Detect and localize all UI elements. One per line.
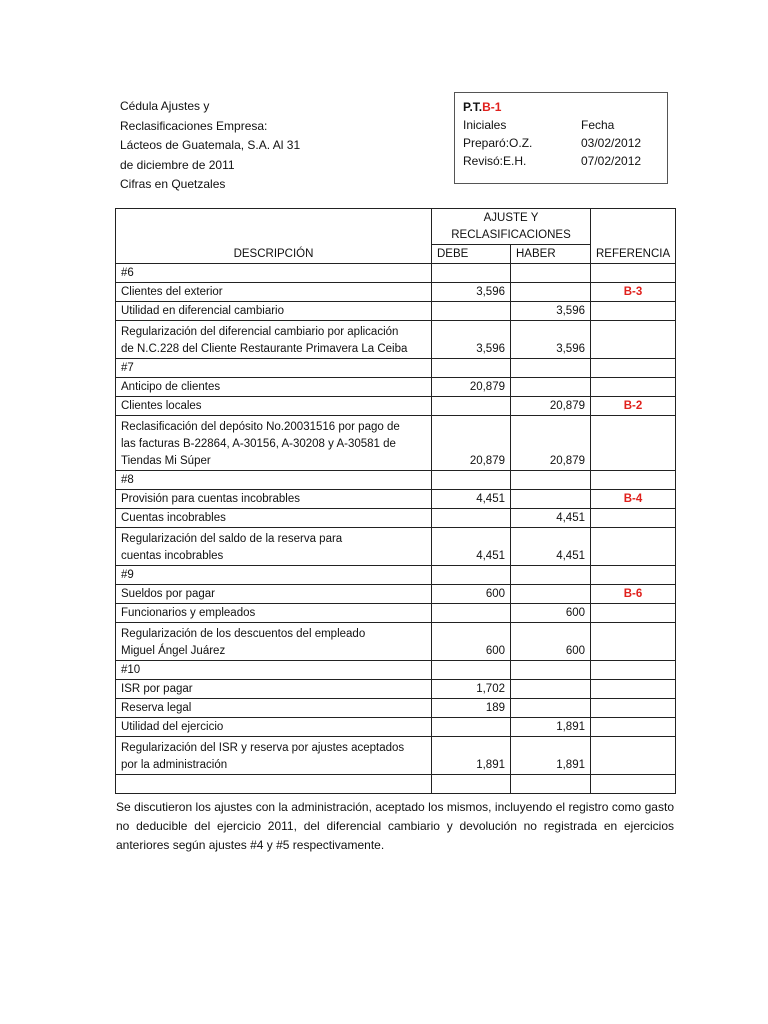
table-row xyxy=(116,699,676,718)
row-haber xyxy=(511,490,591,509)
description-line: Regularización del diferencial cambiario por aplicación xyxy=(121,326,399,338)
row-description xyxy=(116,509,432,528)
row-debe xyxy=(432,397,511,416)
row-ref: B-2 xyxy=(591,397,676,416)
description-line: Regularización del ISR y reserva por ajustes aceptados xyxy=(121,742,405,754)
row-ref xyxy=(591,509,676,528)
row-ref: B-6 xyxy=(591,585,676,604)
table-row xyxy=(116,775,676,794)
preparo: Preparó:O.Z. xyxy=(463,136,533,150)
row-ref xyxy=(591,566,676,585)
row-description xyxy=(116,699,432,718)
document-header xyxy=(120,97,300,195)
row-debe xyxy=(432,566,511,585)
row-description xyxy=(116,397,432,416)
table-row xyxy=(116,718,676,737)
header-line: Cédula Ajustes y xyxy=(120,99,210,113)
header-ajuste xyxy=(432,209,591,245)
header-ajuste-line1: AJUSTE Y xyxy=(483,211,539,224)
table-row xyxy=(116,321,676,359)
row-haber: 3,596 xyxy=(511,321,591,359)
header-debe: DEBE xyxy=(432,245,511,264)
row-ref xyxy=(591,471,676,490)
row-description xyxy=(116,661,432,680)
row-haber: 600 xyxy=(511,623,591,661)
row-debe: 20,879 xyxy=(432,416,511,471)
row-debe xyxy=(432,471,511,490)
closing-note: Se discutieron los ajustes con la administración, aceptado los mismos, incluyendo el registro como gasto no deducible del ejercicio 2011, del diferencial cambiario y devolución no registrada en ejercicios anteriores según ajustes #4 y #5 respectivamente. xyxy=(116,800,674,852)
row-ref xyxy=(591,264,676,283)
row-debe: 189 xyxy=(432,699,511,718)
description-line: Funcionarios y empleados xyxy=(121,607,256,619)
row-haber xyxy=(511,359,591,378)
table-row xyxy=(116,283,676,302)
row-description xyxy=(116,528,432,566)
row-description xyxy=(116,321,432,359)
table-row xyxy=(116,302,676,321)
description-line: Provisión para cuentas incobrables xyxy=(121,493,300,505)
row-ref: B-4 xyxy=(591,490,676,509)
row-ref xyxy=(591,416,676,471)
reviso-date: 07/02/2012 xyxy=(581,154,642,168)
description-line: #6 xyxy=(121,267,134,279)
table-row xyxy=(116,661,676,680)
table-row xyxy=(116,359,676,378)
description-line: por la administración xyxy=(121,759,228,771)
row-haber xyxy=(511,680,591,699)
description-line: #7 xyxy=(121,362,134,374)
row-debe xyxy=(432,264,511,283)
description-line: cuentas incobrables xyxy=(121,550,224,562)
table-row xyxy=(116,416,676,471)
row-description xyxy=(116,378,432,397)
row-description xyxy=(116,302,432,321)
header-line: de diciembre de 2011 xyxy=(120,157,235,172)
pt-code: B-1 xyxy=(482,100,502,114)
row-debe xyxy=(432,775,511,794)
row-haber: 3,596 xyxy=(511,302,591,321)
description-line: #9 xyxy=(121,569,134,581)
description-line: ISR por pagar xyxy=(121,683,193,695)
reviso: Revisó:E.H. xyxy=(463,154,527,168)
table-row xyxy=(116,566,676,585)
adjustments-table xyxy=(115,208,676,794)
description-line: Utilidad del ejercicio xyxy=(121,721,224,733)
row-description xyxy=(116,471,432,490)
row-debe xyxy=(432,302,511,321)
row-debe: 1,702 xyxy=(432,680,511,699)
row-haber: 20,879 xyxy=(511,397,591,416)
row-haber xyxy=(511,699,591,718)
description-line: Regularización de los descuentos del empleado xyxy=(121,628,366,640)
table-row xyxy=(116,490,676,509)
row-ref xyxy=(591,359,676,378)
table-row xyxy=(116,604,676,623)
row-debe xyxy=(432,604,511,623)
row-description xyxy=(116,737,432,775)
description-line: Cuentas incobrables xyxy=(121,512,226,524)
row-haber xyxy=(511,566,591,585)
description-line: Utilidad en diferencial cambiario xyxy=(121,305,284,317)
header-line: Reclasificaciones Empresa: xyxy=(120,118,268,133)
description-line: Miguel Ángel Juárez xyxy=(121,645,226,657)
row-debe xyxy=(432,359,511,378)
row-description xyxy=(116,264,432,283)
description-line: las facturas B-22864, A-30156, A-30208 y A-30581 de xyxy=(121,438,396,450)
header-ajuste-line2: RECLASIFICACIONES xyxy=(451,228,571,241)
description-line: de N.C.228 del Cliente Restaurante Primavera La Ceiba xyxy=(121,343,408,355)
row-ref xyxy=(591,321,676,359)
row-debe: 20,879 xyxy=(432,378,511,397)
row-haber xyxy=(511,585,591,604)
row-haber xyxy=(511,661,591,680)
row-haber: 20,879 xyxy=(511,416,591,471)
table-row xyxy=(116,737,676,775)
row-debe: 4,451 xyxy=(432,528,511,566)
row-debe: 3,596 xyxy=(432,321,511,359)
row-ref xyxy=(591,661,676,680)
row-ref xyxy=(591,699,676,718)
row-haber: 1,891 xyxy=(511,718,591,737)
table-row xyxy=(116,680,676,699)
row-description xyxy=(116,585,432,604)
header-referencia: REFERENCIA xyxy=(591,209,676,264)
description-line: Clientes del exterior xyxy=(121,286,223,298)
row-ref xyxy=(591,623,676,661)
preparo-date: 03/02/2012 xyxy=(581,136,642,150)
row-debe: 600 xyxy=(432,623,511,661)
row-ref xyxy=(591,378,676,397)
row-description xyxy=(116,623,432,661)
row-haber xyxy=(511,775,591,794)
pt-prefix: P.T. xyxy=(463,100,483,114)
table-row xyxy=(116,623,676,661)
row-description xyxy=(116,490,432,509)
row-ref: B-3 xyxy=(591,283,676,302)
row-haber xyxy=(511,283,591,302)
description-line: #10 xyxy=(121,664,141,676)
row-ref xyxy=(591,718,676,737)
description-line: Reclasificación del depósito No.20031516 por pago de xyxy=(121,421,400,433)
row-ref xyxy=(591,737,676,775)
row-debe xyxy=(432,509,511,528)
row-ref xyxy=(591,528,676,566)
row-haber: 600 xyxy=(511,604,591,623)
table-row xyxy=(116,528,676,566)
row-ref xyxy=(591,302,676,321)
description-line: Regularización del saldo de la reserva para xyxy=(121,533,343,545)
row-haber xyxy=(511,471,591,490)
row-haber xyxy=(511,378,591,397)
row-ref xyxy=(591,775,676,794)
description-line: Clientes locales xyxy=(121,400,202,412)
description-line: Tiendas Mi Súper xyxy=(121,455,211,467)
table-row xyxy=(116,264,676,283)
table-row xyxy=(116,585,676,604)
iniciales-label: Iniciales xyxy=(463,118,507,132)
row-description xyxy=(116,566,432,585)
description-line: Sueldos por pagar xyxy=(121,588,215,600)
row-description xyxy=(116,416,432,471)
table-row xyxy=(116,378,676,397)
row-ref xyxy=(591,604,676,623)
description-line: #8 xyxy=(121,474,134,486)
row-description xyxy=(116,775,432,794)
row-description xyxy=(116,604,432,623)
workpaper-reference-box xyxy=(454,92,668,184)
row-haber xyxy=(511,264,591,283)
row-description xyxy=(116,283,432,302)
header-haber: HABER xyxy=(511,245,591,264)
row-debe: 4,451 xyxy=(432,490,511,509)
row-haber: 4,451 xyxy=(511,509,591,528)
row-description xyxy=(116,718,432,737)
row-haber: 1,891 xyxy=(511,737,591,775)
row-haber: 4,451 xyxy=(511,528,591,566)
description-line: Reserva legal xyxy=(121,702,192,714)
table-row xyxy=(116,397,676,416)
row-debe xyxy=(432,661,511,680)
header-descripcion: DESCRIPCIÓN xyxy=(116,209,432,264)
row-debe: 1,891 xyxy=(432,737,511,775)
workpaper-code xyxy=(463,98,667,116)
header-line: Cifras en Quetzales xyxy=(120,177,226,191)
row-description xyxy=(116,680,432,699)
table-row xyxy=(116,509,676,528)
description-line: Anticipo de clientes xyxy=(121,381,221,393)
row-debe: 3,596 xyxy=(432,283,511,302)
row-description xyxy=(116,359,432,378)
row-ref xyxy=(591,680,676,699)
row-debe xyxy=(432,718,511,737)
row-debe: 600 xyxy=(432,585,511,604)
table-row xyxy=(116,471,676,490)
header-line: Lácteos de Guatemala, S.A. Al 31 xyxy=(120,138,301,152)
fecha-label: Fecha xyxy=(581,118,615,132)
